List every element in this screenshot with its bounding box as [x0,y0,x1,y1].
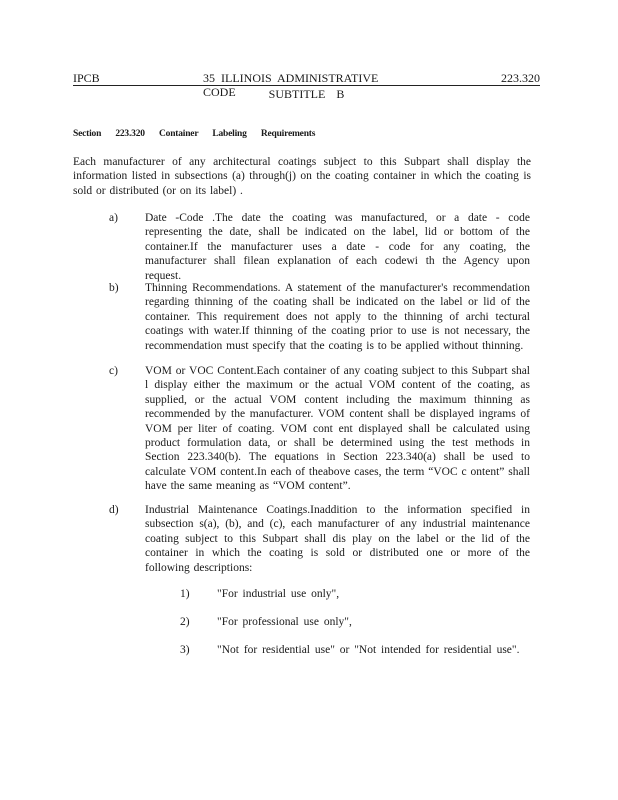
sub-item-label: 1) [180,588,190,600]
header-subtitle: SUBTITLE B [268,87,345,101]
list-item-text: Date -Code .The date the coating was manufactured, or a date - code representing the date, shall be indicated on the label, lid or bottom of the container.If the manufacturer uses a date - code for any coating, the manufacturer shall filean explanation of each codewi th the Agency upon request. [145,212,530,282]
list-item-text: Industrial Maintenance Coatings.Inaddition to the information specified in subsection s(a), (b), and (c), each manufacturer of any industrial maintenance coating subject to this Subpart shall dis play on the label or the lid of the container in which the coating is sold or distributed one or more of the following descriptions: [145,504,530,574]
list-item-label: c) [109,365,118,377]
header-code-title: 35 ILLINOIS ADMINISTRATIVE CODE [203,71,379,99]
list-item-text: VOM or VOC Content.Each container of any coating subject to this Subpart shal l display either the maximum or the actual VOM content of the coating, as supplied, or the actual VOM content including the maximum thinning as recommended by the manufacturer. VOM content shall be displayed ingrams of VOM per liter of coating. VOM cont ent displayed shall be calculated using product formulation data, or shall be determined using the test methods in Section 223.340(b). The equations in Section 223.340(a) shall be used to calculate VOM content.In each of theabove cases, the term “VOC c ontent” shall have the same meaning as “VOM content”. [145,365,530,493]
sub-item-text: "For industrial use only", [217,588,340,600]
header-agency: IPCB [73,71,100,85]
sub-item-label: 2) [180,616,190,628]
sub-item-label: 3) [180,644,190,656]
intro-paragraph: Each manufacturer of any architectural coatings subject to this Subpart shall display the information listed in subsections (a) through(j) on the coating container in which the coating is sold or distributed (or on its label) . [73,156,531,197]
section-title: Section 223.320 Container Labeling Requirements [73,129,316,139]
list-item-label: d) [109,504,119,516]
list-item-label: a) [109,212,118,224]
list-item-label: b) [109,282,119,294]
list-item-text: Thinning Recommendations. A statement of the manufacturer's recommendation regarding thinning of the coating shall be indicated on the label or lid of the container. This requirement does not apply to the thinning of archi tectural coatings with water.If thinning of the coating prior to use is not necessary, the recommendation must specify that the coating is to be applied without thinning. [145,282,530,352]
page-header [73,71,540,101]
sub-item-text: "Not for residential use" or "Not intended for residential use". [217,644,520,656]
sub-item-text: "For professional use only", [217,616,352,628]
header-section-number: 223.320 [501,71,540,85]
